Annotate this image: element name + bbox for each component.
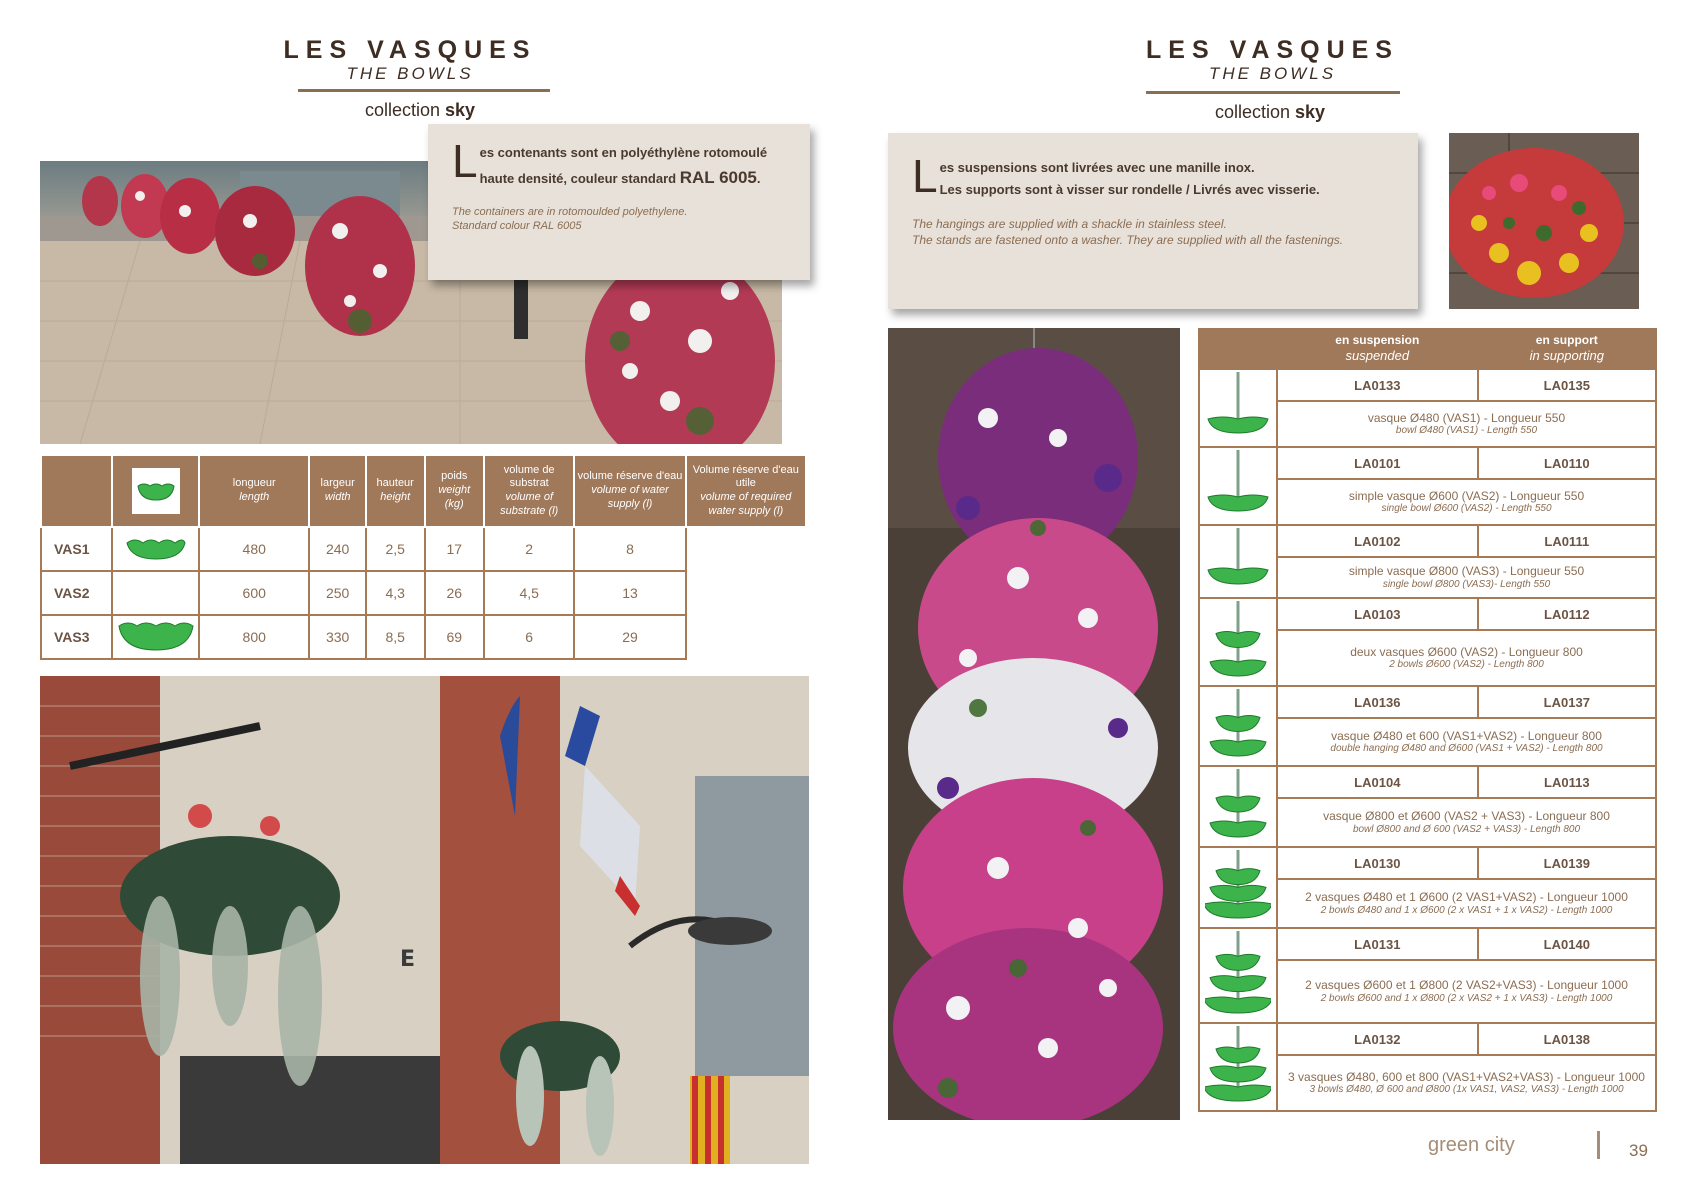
option-code-row	[1199, 1023, 1656, 1055]
right-collection-prefix: collection	[1214, 102, 1290, 122]
right-fixing-info-box	[888, 133, 1418, 309]
ral-code: RAL 6005	[679, 168, 757, 188]
option-description-fr: vasque Ø480 et 600 (VAS1+VAS2) - Longueur 800	[1331, 728, 1602, 743]
material-description-en	[452, 205, 786, 234]
supporting-code: LA0138	[1478, 1023, 1656, 1055]
suspended-code: LA0132	[1277, 1023, 1478, 1055]
supporting-code: LA0110	[1478, 447, 1656, 479]
cell-substrate: 17	[425, 527, 484, 571]
header-bowl-icon-cell	[112, 455, 199, 527]
right-page-title: LES VASQUES	[1146, 36, 1399, 64]
right-collection-label	[1180, 102, 1360, 123]
suspended-code: LA0136	[1277, 686, 1478, 718]
header-length: longueur length	[199, 455, 309, 527]
option-description	[1277, 798, 1656, 847]
option-description	[1277, 557, 1656, 598]
material-en-line2: Standard colour RAL 6005	[452, 220, 582, 233]
material-description-fr	[452, 135, 786, 193]
flower-tower-photo	[888, 328, 1180, 1120]
building-letter: E	[400, 947, 416, 972]
cell-length: 480	[199, 527, 309, 571]
hanging-bowl-icon	[1199, 686, 1277, 766]
hanging-bowl-icon	[1199, 447, 1277, 525]
bowl-vas1-icon	[112, 527, 199, 571]
cell-weight: 4,3	[366, 571, 425, 615]
header-substrate-volume: volume de substrat volume of substrate (l)	[484, 455, 574, 527]
option-description-en: 2 bowls Ø480 and 1 x Ø600 (2 x VAS1 + 1 x VAS2) - Length 1000	[1320, 904, 1613, 916]
bowl-icon	[132, 468, 180, 514]
hanging-bowl-icon	[1199, 369, 1277, 447]
left-collection-label	[330, 100, 510, 121]
suspended-code: LA0101	[1277, 447, 1478, 479]
left-title-rule	[298, 89, 550, 92]
option-code-row	[1199, 928, 1656, 960]
fixing-fr-line1: es suspensions sont livrées avec une manille inox.	[939, 160, 1255, 175]
fixing-en-line1: The hangings are supplied with a shackle in stainless steel.	[912, 217, 1227, 232]
supporting-code: LA0137	[1478, 686, 1656, 718]
cell-water: 2	[484, 527, 574, 571]
suspended-code: LA0103	[1277, 598, 1478, 630]
material-fr-line2: haute densité, couleur standard	[479, 171, 677, 187]
hanging-bowl-icon	[1199, 1023, 1277, 1111]
header-supporting: en support in supporting	[1478, 329, 1656, 369]
right-collection-name: sky	[1295, 102, 1326, 122]
fixing-description-en	[912, 217, 1394, 248]
option-description-fr: vasque Ø800 et Ø600 (VAS2 + VAS3) - Longueur 800	[1323, 809, 1610, 824]
option-description-fr: simple vasque Ø800 (VAS3) - Longueur 550	[1348, 564, 1585, 579]
option-description-en: bowl Ø480 (VAS1) - Length 550	[1395, 425, 1538, 437]
hanging-bowl-icon	[1199, 766, 1277, 847]
option-code-row	[1199, 766, 1656, 798]
right-page-subtitle: THE BOWLS	[1208, 64, 1337, 83]
hanging-bowl-icon	[1199, 525, 1277, 598]
option-code-row	[1199, 598, 1656, 630]
option-description-fr: 2 vasques Ø480 et 1 Ø600 (2 VAS1+VAS2) - Longueur 1000	[1305, 890, 1628, 905]
supporting-code: LA0111	[1478, 525, 1656, 557]
option-description-en: single bowl Ø600 (VAS2) - Length 550	[1381, 503, 1552, 515]
suspended-code: LA0104	[1277, 766, 1478, 798]
option-description	[1277, 630, 1656, 686]
hanging-bowl-icon	[1199, 598, 1277, 686]
bowl-vas2-icon	[112, 571, 199, 615]
row-name: VAS3	[41, 615, 112, 659]
option-code-row	[1199, 447, 1656, 479]
option-description	[1277, 401, 1656, 447]
table-corner	[41, 455, 112, 527]
option-code-row	[1199, 847, 1656, 879]
cell-weight: 2,5	[366, 527, 425, 571]
suspended-code: LA0131	[1277, 928, 1478, 960]
supporting-code: LA0112	[1478, 598, 1656, 630]
option-description-fr: simple vasque Ø600 (VAS2) - Longueur 550	[1348, 488, 1585, 503]
option-description	[1277, 479, 1656, 525]
drop-cap: L	[452, 135, 478, 187]
cell-substrate: 26	[425, 571, 484, 615]
row-name: VAS1	[41, 527, 112, 571]
cell-length: 800	[199, 615, 309, 659]
header-water-volume: volume réserve d'eau volume of water supply (l)	[574, 455, 685, 527]
option-description-en: 3 bowls Ø480, Ø 600 and Ø800 (1x VAS1, VAS2, VAS3) - Length 1000	[1309, 1084, 1624, 1096]
option-description-fr: 3 vasques Ø480, 600 et 800 (VAS1+VAS2+VAS3) - Longueur 1000	[1288, 1069, 1645, 1084]
cell-water: 4,5	[484, 571, 574, 615]
header-weight: poids weight (kg)	[425, 455, 484, 527]
cell-useful-water: 13	[574, 571, 685, 615]
material-fr-line1: es contenants sont en polyéthylène rotomoulé	[479, 145, 768, 160]
cell-width: 250	[309, 571, 365, 615]
option-description-en: single bowl Ø800 (VAS3)- Length 550	[1382, 578, 1551, 590]
cell-water: 6	[484, 615, 574, 659]
option-description-fr: vasque Ø480 (VAS1) - Longueur 550	[1367, 410, 1566, 425]
header-suspended: en suspension suspended	[1277, 329, 1478, 369]
header-width: largeur width	[309, 455, 365, 527]
option-description	[1277, 960, 1656, 1023]
cell-substrate: 69	[425, 615, 484, 659]
left-material-info-box	[428, 124, 810, 280]
hanging-bowl-icon	[1199, 928, 1277, 1023]
hanging-options-table-wrapper	[1198, 328, 1657, 1112]
cell-useful-water: 8	[574, 527, 685, 571]
suspended-code: LA0102	[1277, 525, 1478, 557]
hanging-basket-wall-photo	[1449, 133, 1639, 309]
supporting-code: LA0140	[1478, 928, 1656, 960]
option-description-fr: 2 vasques Ø600 et 1 Ø800 (2 VAS2+VAS3) - Longueur 1000	[1305, 978, 1628, 993]
option-code-row	[1199, 369, 1656, 401]
cell-width: 240	[309, 527, 365, 571]
right-title-rule	[1146, 91, 1400, 94]
option-description	[1277, 718, 1656, 766]
fixing-en-line2: The stands are fastened onto a washer. They are supplied with all the fastenings.	[912, 232, 1344, 247]
option-description	[1277, 879, 1656, 928]
hanging-bowl-icon	[1199, 847, 1277, 928]
option-description-en: double hanging Ø480 and Ø600 (VAS1 + VAS2) - Length 800	[1330, 743, 1603, 755]
left-page-subtitle: THE BOWLS	[346, 64, 474, 83]
left-collection-name: sky	[445, 100, 476, 120]
option-description-en: bowl Ø800 and Ø 600 (VAS2 + VAS3) - Length 800	[1352, 823, 1581, 835]
supporting-code: LA0113	[1478, 766, 1656, 798]
table-row	[41, 571, 806, 615]
material-fr-period: .	[756, 171, 761, 187]
cell-width: 330	[309, 615, 365, 659]
cell-weight: 8,5	[366, 615, 425, 659]
cell-useful-water: 29	[574, 615, 685, 659]
suspended-code: LA0130	[1277, 847, 1478, 879]
header-icon-column	[1199, 329, 1277, 369]
page-number: 39	[1629, 1141, 1648, 1160]
fixing-fr-line2: Les supports sont à visser sur rondelle / Livrés avec visserie.	[939, 182, 1320, 198]
header-useful-water-volume: Volume réserve d'eau utile volume of required water supply (l)	[686, 455, 806, 527]
supporting-code: LA0135	[1478, 369, 1656, 401]
option-code-row	[1199, 686, 1656, 718]
left-collection-prefix: collection	[364, 100, 440, 120]
footer-brand: green city	[1428, 1134, 1515, 1156]
suspended-code: LA0133	[1277, 369, 1478, 401]
footer-divider	[1597, 1131, 1600, 1159]
left-page-title: LES VASQUES	[283, 36, 537, 64]
option-description	[1277, 1055, 1656, 1111]
option-description-en: 2 bowls Ø600 and 1 x Ø800 (2 x VAS2 + 1 x VAS3) - Length 1000	[1320, 992, 1613, 1004]
option-description-fr: deux vasques Ø600 (VAS2) - Longueur 800	[1350, 644, 1583, 659]
header-height: hauteur height	[366, 455, 425, 527]
supporting-code: LA0139	[1478, 847, 1656, 879]
building-hanging-bowls-photo	[40, 676, 809, 1164]
table-row	[41, 615, 806, 659]
table-row	[41, 527, 806, 571]
fixing-description-fr	[912, 150, 1394, 202]
cell-length: 600	[199, 571, 309, 615]
bowl-dimensions-table	[40, 454, 807, 660]
option-code-row	[1199, 525, 1656, 557]
drop-cap: L	[912, 150, 938, 202]
material-en-line1: The containers are in rotomoulded polyethylene.	[452, 205, 688, 218]
hanging-options-table	[1198, 328, 1657, 1112]
bowl-vas3-icon	[112, 615, 199, 659]
option-description-en: 2 bowls Ø600 (VAS2) - Length 800	[1389, 659, 1544, 671]
row-name: VAS2	[41, 571, 112, 615]
